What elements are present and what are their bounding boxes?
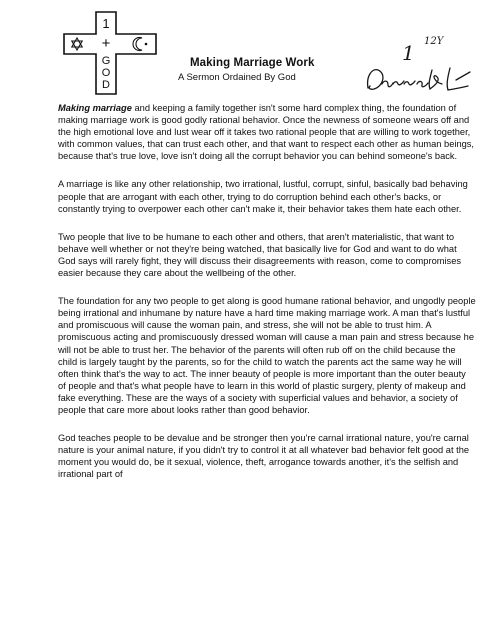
paragraph-5: God teaches people to be devalue and be stronger then you're carnal irrational nature, you're carnal nature is your animal nature, if you didn't try to control it at all whatever bad behavior felt good at the moment you would do, be it sexual, violence, theft, arrogance towards another, it's the selfish and irrational part of	[58, 433, 470, 480]
logo-mid: +	[101, 35, 111, 52]
paragraph-4: The foundation for any two people to get along is good humane rational behavior, and ungodly people being irrational and inhumane by nature have a hard time making marriage work. A man that's lustful and promiscuous will cause the woman pain, and stress, she will not be able to trust him. A promiscuous acting and promiscuously dressed woman will cause a man pain and stress because he will not be able to trust her. The behavior of the parents will often rub off on the child because the child is largely taught by the parents, so for the child to watch the parents act the same way he will often think that's the way to act. The inner beauty of people is more important than the outer beauty of people and that's what people have to learn in this world of plastic surgery, plenty of makeup and fake everything. These are the ways of a society with superficial values and behavior, a society of people that care more about looks rather than good behavior.	[58, 296, 476, 415]
paragraph-3: Two people that live to be humane to each other and others, that aren't materialistic, that want to behave well whether or not they're being watched, that basically live for God and want to do what God says will rarely fight, they will discuss their disagreements with reason, come to compromises easier because they care about the wellbeing of the other.	[58, 231, 462, 279]
handwritten-identifier: 12Y	[424, 36, 444, 47]
signature	[362, 62, 476, 96]
page-subtitle: A Sermon Ordained By God	[178, 72, 296, 83]
paragraph-1-text: and keeping a family together isn't some hard complex thing, the foundation of making marriage work is good godly rational behavior. Once the newness of someone wears off and the high emotional love and lust wear off it takes two rational people that are willing to work together, with common values, that can trust each other, and that want to respect each other as human beings, because that's true love, love isn't doing all the corrupt behavior you can behind someone's back.	[58, 103, 475, 162]
signature-icon	[362, 62, 476, 96]
paragraph-1-lead: Making marriage	[58, 103, 132, 113]
sermon-body	[58, 102, 476, 496]
logo-letter-g: G	[101, 55, 111, 67]
crescent-icon	[133, 38, 147, 51]
logo-letter-d: D	[102, 79, 110, 91]
logo-letter-o: O	[101, 67, 111, 79]
star-of-david-icon	[72, 38, 82, 50]
logo-top: 1	[102, 16, 110, 31]
paragraph-2: A marriage is like any other relationship, two irrational, lustful, corrupt, sinful, basically bad behaving people that are arrogant with each other, trying to do corruption behind each other's backs, or constantly trying to overpower each other can't make it, their behavior takes them hate each other.	[58, 179, 468, 214]
cross-logo	[62, 10, 158, 96]
page-title: Making Marriage Work	[190, 57, 315, 69]
cross-icon	[62, 10, 158, 96]
handwritten-page-number: 1	[402, 41, 415, 65]
paragraph-1	[58, 102, 476, 162]
